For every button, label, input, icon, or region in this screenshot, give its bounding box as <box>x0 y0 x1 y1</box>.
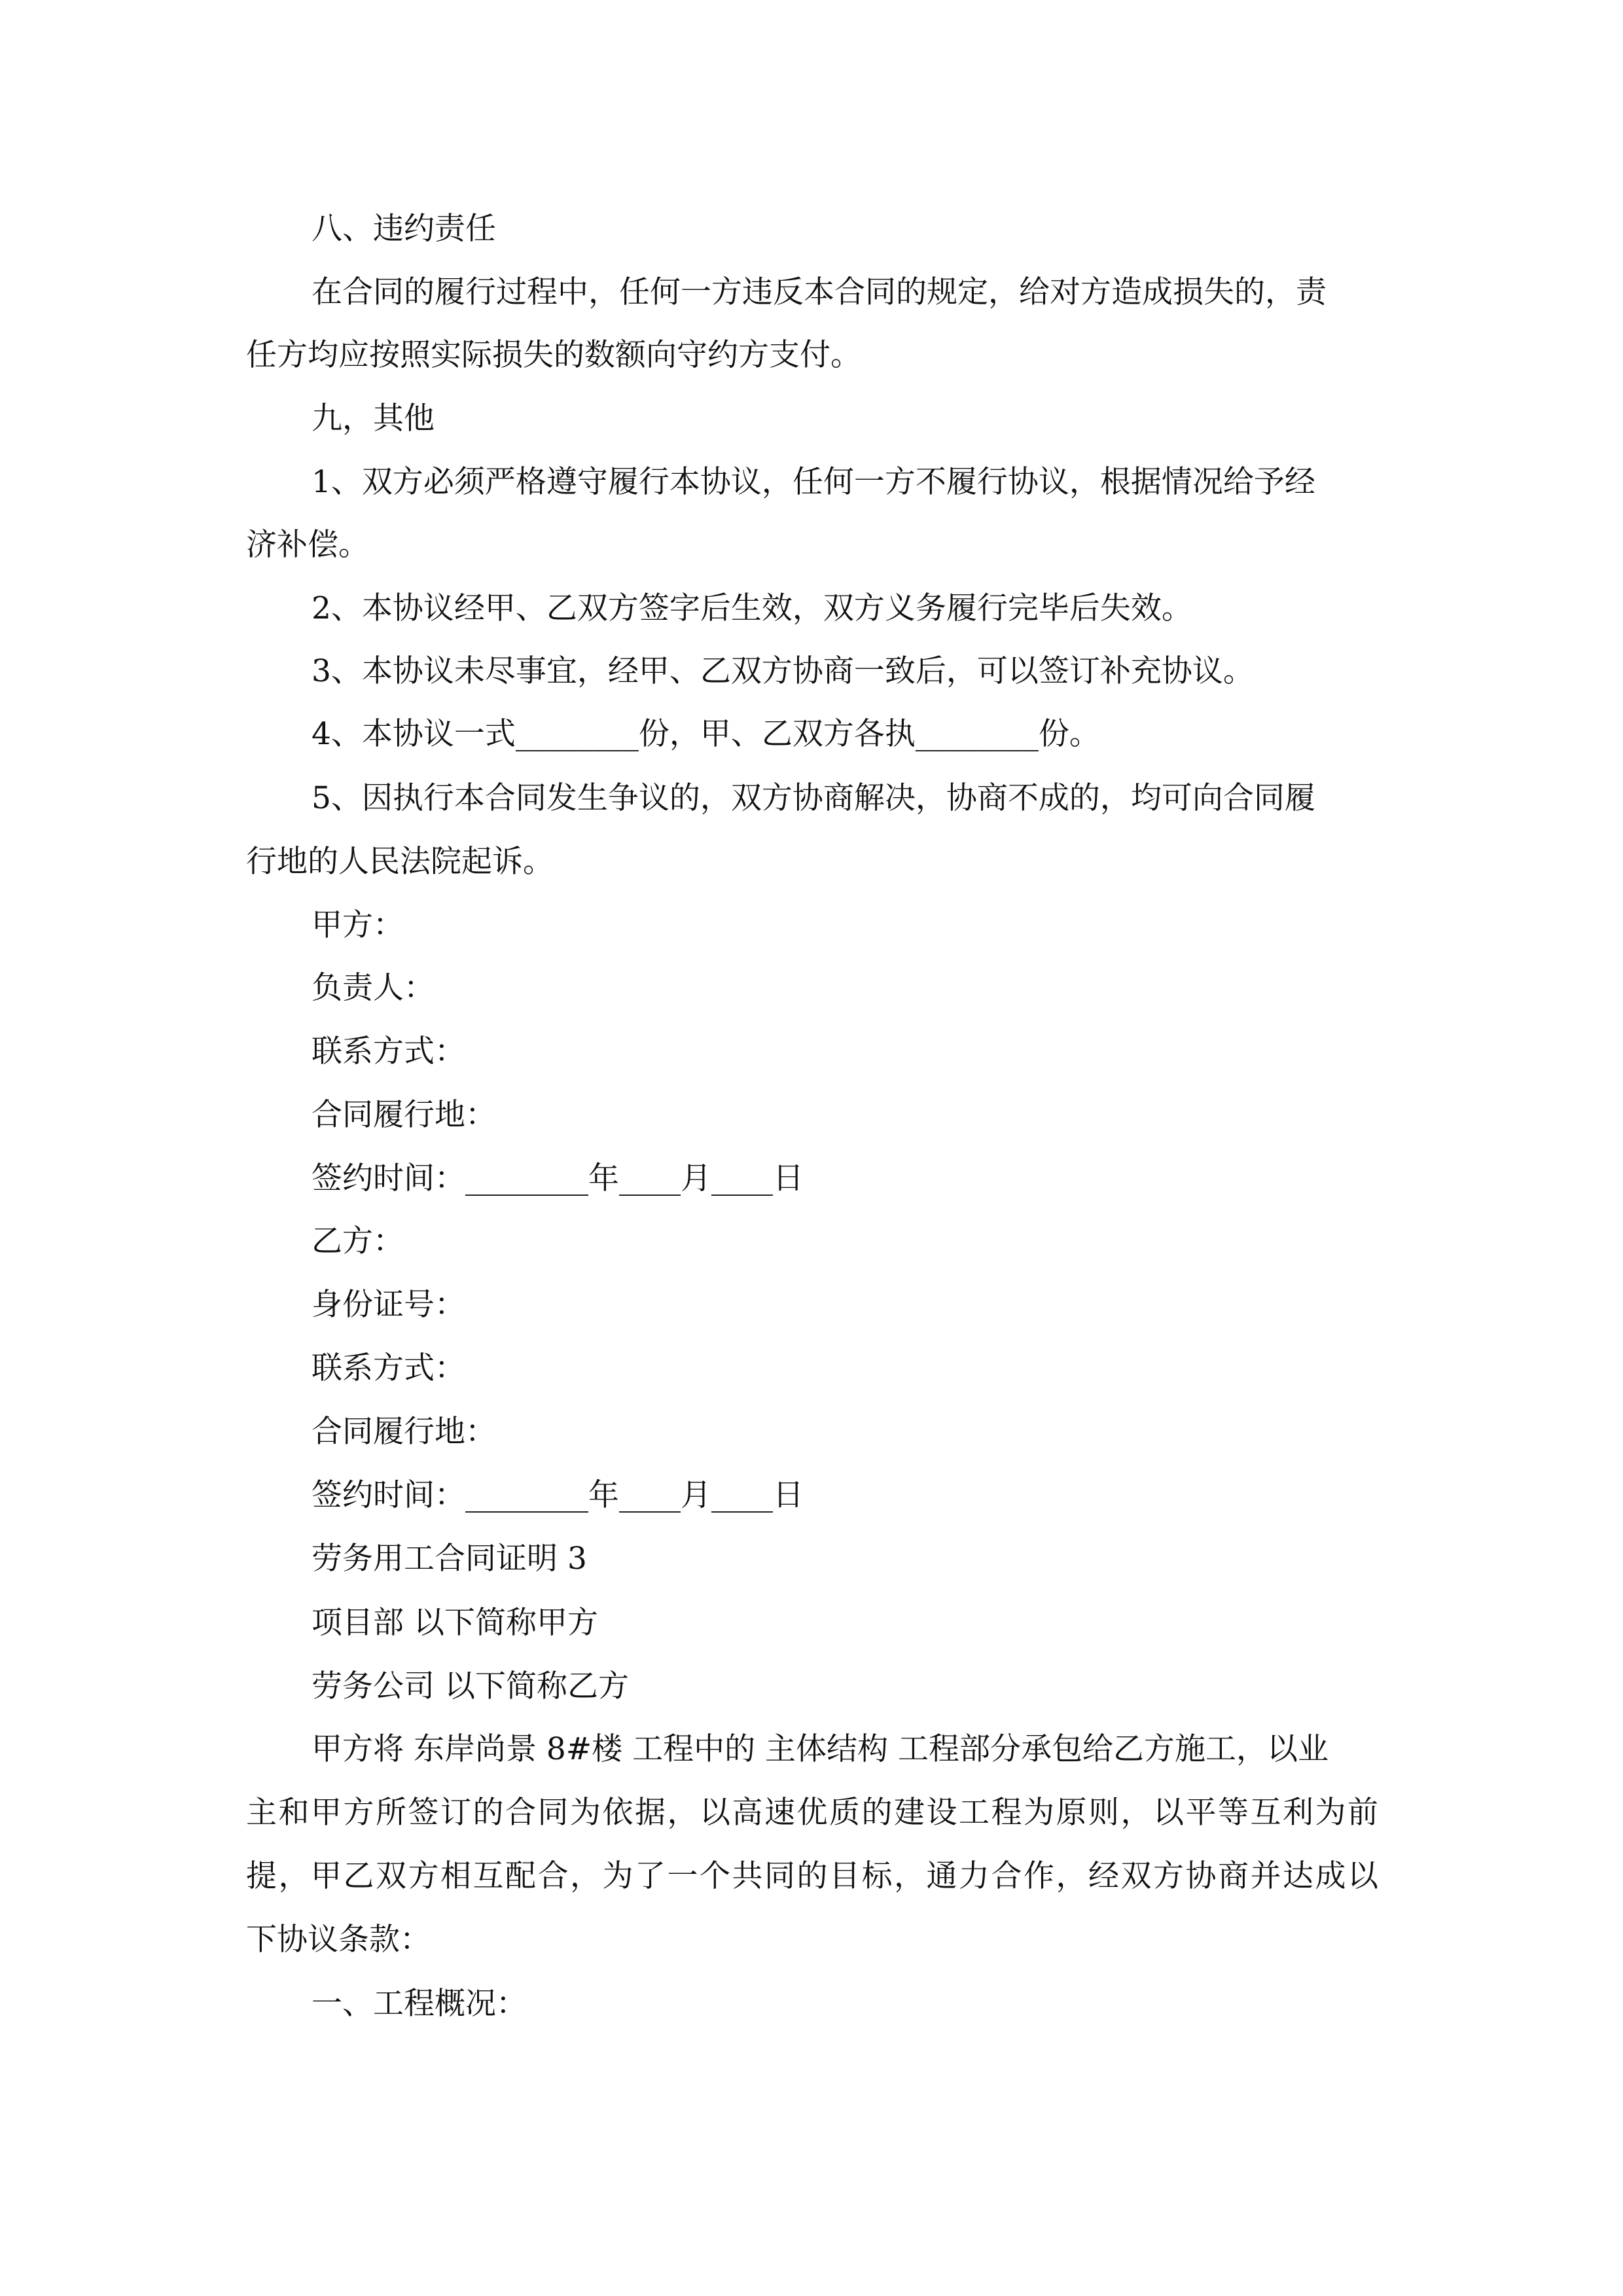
party-b-contact: 联系方式： <box>312 1350 465 1386</box>
paragraph-line: 1、双方必须严格遵守履行本协议，任何一方不履行协议，根据情况给予经 <box>312 464 1315 500</box>
document-title: 劳务用工合同证明 3 <box>312 1541 587 1577</box>
party-a-responsible-person: 负责人： <box>312 970 435 1006</box>
paragraph-line: 2、本协议经甲、乙双方签字后生效，双方义务履行完毕后失效。 <box>312 590 1192 626</box>
paragraph-line: 3、本协议未尽事宜，经甲、乙双方协商一致后，可以签订补充协议。 <box>312 653 1254 689</box>
section-heading-breach-liability: 八、违约责任 <box>312 211 496 247</box>
party-a-signing-date: 签约时间：________年____月____日 <box>312 1160 804 1196</box>
paragraph-line: 主和甲方所签订的合同为依据，以高速优质的建设工程为原则，以平等互利为前 <box>246 1795 1378 1831</box>
party-b-id-number: 身份证号： <box>312 1287 465 1323</box>
party-b-place-of-performance: 合同履行地： <box>312 1414 496 1450</box>
paragraph-line: 任方均应按照实际损失的数额向守约方支付。 <box>246 337 861 373</box>
paragraph-line: 4、本协议一式________份，甲、乙双方各执________份。 <box>312 716 1100 752</box>
party-a-label: 甲方： <box>312 907 404 943</box>
party-b-definition: 劳务公司 以下简称乙方 <box>312 1668 629 1704</box>
section-heading-project-overview: 一、工程概况： <box>312 1986 527 2022</box>
party-a-definition: 项目部 以下简称甲方 <box>312 1605 598 1641</box>
paragraph-line: 下协议条款： <box>246 1922 431 1958</box>
party-a-place-of-performance: 合同履行地： <box>312 1097 496 1133</box>
paragraph-line: 行地的人民法院起诉。 <box>246 844 554 880</box>
paragraph-line: 济补偿。 <box>246 527 369 563</box>
paragraph-line: 甲方将 东岸尚景 8#楼 工程中的 主体结构 工程部分承包给乙方施工，以业 <box>312 1731 1329 1767</box>
section-heading-other: 九，其他 <box>312 401 435 437</box>
paragraph-line: 在合同的履行过程中，任何一方违反本合同的规定，给对方造成损失的，责 <box>312 274 1327 310</box>
paragraph-line: 提，甲乙双方相互配合，为了一个共同的目标，通力合作，经双方协商并达成以 <box>246 1858 1378 1894</box>
party-b-label: 乙方： <box>312 1223 404 1259</box>
paragraph-line: 5、因执行本合同发生争议的，双方协商解决，协商不成的，均可向合同履 <box>312 780 1315 816</box>
party-a-contact: 联系方式： <box>312 1033 465 1069</box>
party-b-signing-date: 签约时间：________年____月____日 <box>312 1477 804 1513</box>
